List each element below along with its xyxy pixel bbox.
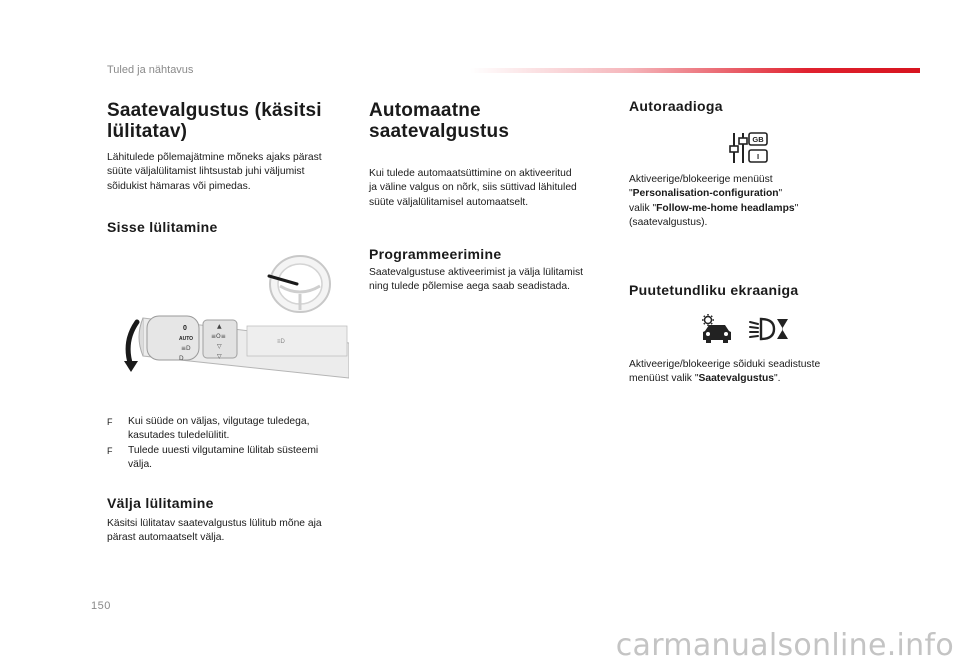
text-line: Aktiveerige/blokeerige menüüst xyxy=(629,174,773,185)
watermark: carmanualsonline.info xyxy=(615,628,954,663)
title-line: Automaatne xyxy=(369,100,481,121)
text-fragment: " xyxy=(629,188,633,200)
text-line: kasutades tuledelülitit. xyxy=(128,430,230,442)
text-fragment: " xyxy=(794,202,799,214)
section-label: Tuled ja nähtavus xyxy=(107,64,194,76)
radio-settings-icon xyxy=(728,130,770,166)
car-radio-heading: Autoraadioga xyxy=(629,98,723,114)
text-line: süüte väljalülitamisel automaatselt. xyxy=(369,196,529,208)
text-line: Aktiveerige/blokeerige sõiduki seadistuste xyxy=(629,359,821,370)
svg-text:≡O≡: ≡O≡ xyxy=(211,333,226,340)
switch-off-paragraph xyxy=(107,517,322,546)
text-line: Tulede uuesti vilgutamine lülitab süsteemi xyxy=(128,444,319,456)
header-accent-bar xyxy=(470,68,920,73)
text-line: välja. xyxy=(128,459,153,471)
text-line: ning tulede põlemise aega saab seadistada. xyxy=(369,281,570,293)
bullet-marker: F xyxy=(107,417,113,427)
svg-text:▽: ▽ xyxy=(217,353,222,360)
svg-text:D: D xyxy=(179,355,184,362)
manual-follow-me-title xyxy=(107,100,322,142)
text-line: Kui süüde on väljas, vilgutage tuledega, xyxy=(128,416,310,427)
automatic-intro-paragraph xyxy=(369,167,577,210)
list-item xyxy=(107,415,352,444)
svg-text:≡D: ≡D xyxy=(181,345,191,352)
stalk-position-auto: AUTO xyxy=(179,336,194,342)
automatic-follow-me-title xyxy=(369,100,509,142)
text-line: pärast automaatselt välja. xyxy=(107,532,225,544)
bullet-marker: F xyxy=(107,445,113,456)
text-fragment: menüüst valik " xyxy=(629,373,699,385)
option-name: Follow-me-home headlamps xyxy=(656,202,795,214)
touchscreen-instructions xyxy=(629,358,820,387)
option-name: Saatevalgustus xyxy=(698,373,775,385)
steering-wheel-icon xyxy=(269,256,330,312)
text-line xyxy=(629,187,798,201)
title-line: lülitatav) xyxy=(107,121,188,142)
stalk-body xyxy=(139,316,349,378)
text-line: Lähitulede põlemajätmine mõneks ajaks pärast xyxy=(107,152,322,163)
text-fragment: valik " xyxy=(629,202,657,214)
svg-text:▽: ▽ xyxy=(217,343,222,350)
flag-i-label: I xyxy=(756,152,760,161)
rotate-arrow-icon xyxy=(124,322,138,372)
title-line: saatevalgustus xyxy=(369,121,510,142)
radio-instructions xyxy=(629,173,798,231)
text-fragment: " xyxy=(778,188,783,200)
flag-gb-label: GB xyxy=(752,135,764,144)
manual-intro-paragraph xyxy=(107,151,322,194)
touchscreen-heading: Puutetundliku ekraaniga xyxy=(629,282,799,298)
programming-paragraph xyxy=(369,266,583,295)
text-line: süüte väljalülitamist lihtsustab juhi väljumist xyxy=(107,166,305,178)
menu-name: Personalisation-configuration xyxy=(632,188,779,200)
follow-me-home-icon xyxy=(748,316,790,342)
title-line: Saatevalgustus (käsitsi xyxy=(107,100,322,121)
list-item xyxy=(107,444,352,473)
svg-text:▲: ▲ xyxy=(217,323,222,330)
text-line: sõidukist hämaras või pimedas. xyxy=(107,180,251,192)
switch-on-instructions xyxy=(107,415,352,473)
stalk-symbol: ≡D xyxy=(277,339,285,345)
text-line xyxy=(629,202,798,216)
programming-heading: Programmeerimine xyxy=(369,246,502,262)
stalk-position-zero: 0 xyxy=(183,325,187,332)
text-line: Käsitsi lülitatav saatevalgustus lülitub mõne aja xyxy=(107,518,322,529)
text-line: Saatevalgustuse aktiveerimist ja välja lülitamist xyxy=(369,267,584,278)
text-fragment: ". xyxy=(774,373,781,385)
text-line: (saatevalgustus). xyxy=(629,217,708,229)
switch-on-heading: Sisse lülitamine xyxy=(107,219,218,235)
text-line xyxy=(629,372,820,386)
text-line: Kui tulede automaatsüttimine on aktiveeritud xyxy=(369,168,572,179)
lighting-stalk-illustration xyxy=(107,248,349,384)
vehicle-settings-icon xyxy=(700,313,734,343)
text-line: ja väline valgus on nõrk, siis süttivad lähituled xyxy=(369,182,577,194)
page-number: 150 xyxy=(91,600,111,612)
switch-off-heading: Välja lülitamine xyxy=(107,495,214,511)
